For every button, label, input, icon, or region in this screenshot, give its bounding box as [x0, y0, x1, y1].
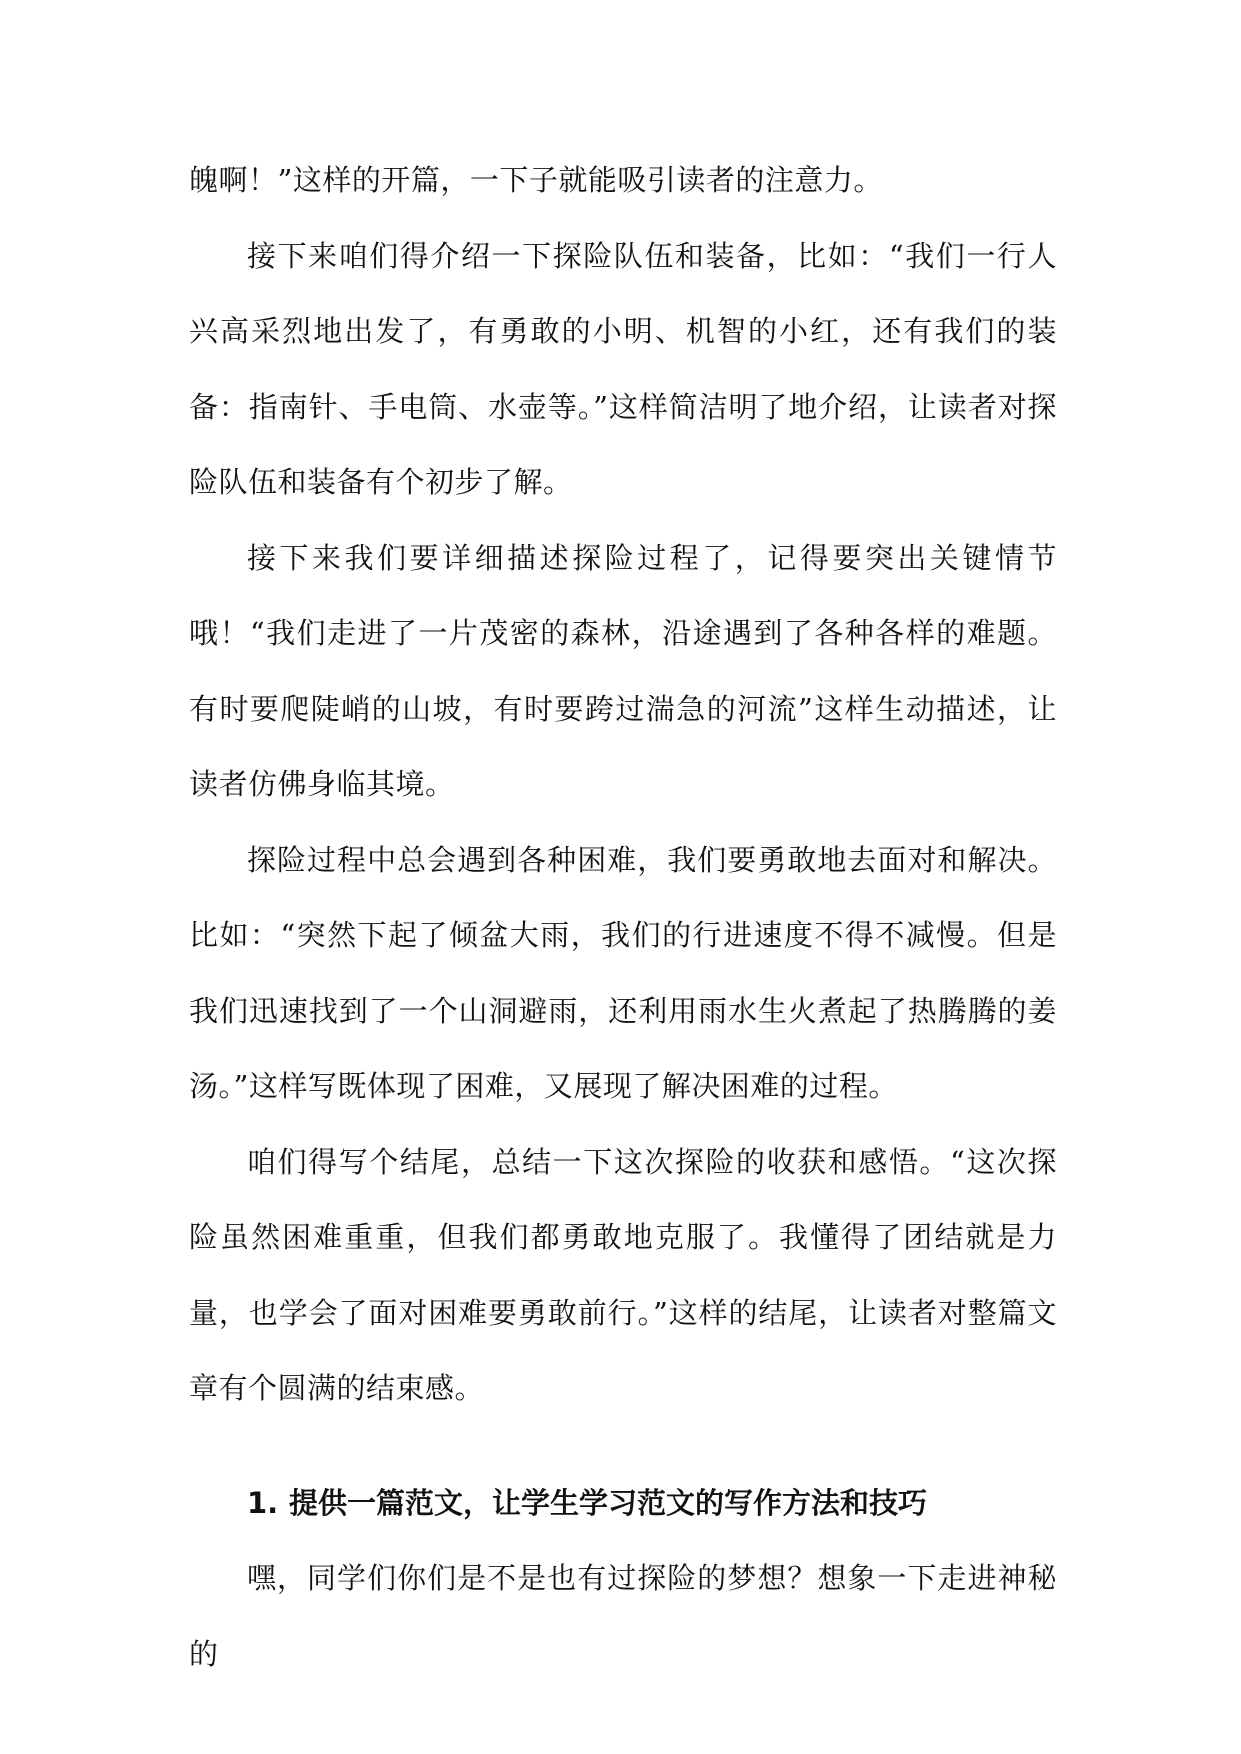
paragraph-continuation: 魄啊！”这样的开篇，一下子就能吸引读者的注意力。	[189, 163, 883, 197]
paragraph-team-equipment: 接下来咱们得介绍一下探险队伍和装备，比如：“我们一行人兴高采烈地出发了，有勇敢的小明、机智的小红，还有我们的装备：指南针、手电筒、水壶等。”这样简洁明了地介绍，让读者对探险队伍和装备有个初步了解。	[189, 238, 1057, 499]
section-heading	[189, 1466, 1057, 1542]
paragraph-sample-intro: 嘿，同学们你们是不是也有过探险的梦想？想象一下走进神秘的	[189, 1561, 1057, 1671]
section-heading-number: 1.	[247, 1485, 279, 1520]
paragraph-ending: 咱们得写个结尾，总结一下这次探险的收获和感悟。“这次探险虽然困难重重，但我们都勇敢地克服了。我懂得了团结就是力量，也学会了面对困难要勇敢前行。”这样的结尾，让读者对整篇文章有个圆满的结束感。	[189, 1144, 1057, 1405]
paragraph-difficulties: 探险过程中总会遇到各种困难，我们要勇敢地去面对和解决。比如：“突然下起了倾盆大雨，我们的行进速度不得不减慢。但是我们迅速找到了一个山洞避雨，还利用雨水生火煮起了热腾腾的姜汤。”这样写既体现了困难，又展现了解决困难的过程。	[189, 842, 1057, 1103]
section-heading-text: 提供一篇范文，让学生学习范文的写作方法和技巧	[289, 1485, 928, 1520]
paragraph-process: 接下来我们要详细描述探险过程了，记得要突出关键情节哦！“我们走进了一片茂密的森林，沿途遇到了各种各样的难题。有时要爬陡峭的山坡，有时要跨过湍急的河流”这样生动描述，让读者仿佛身临其境。	[189, 540, 1057, 801]
document-body	[189, 143, 1057, 1692]
